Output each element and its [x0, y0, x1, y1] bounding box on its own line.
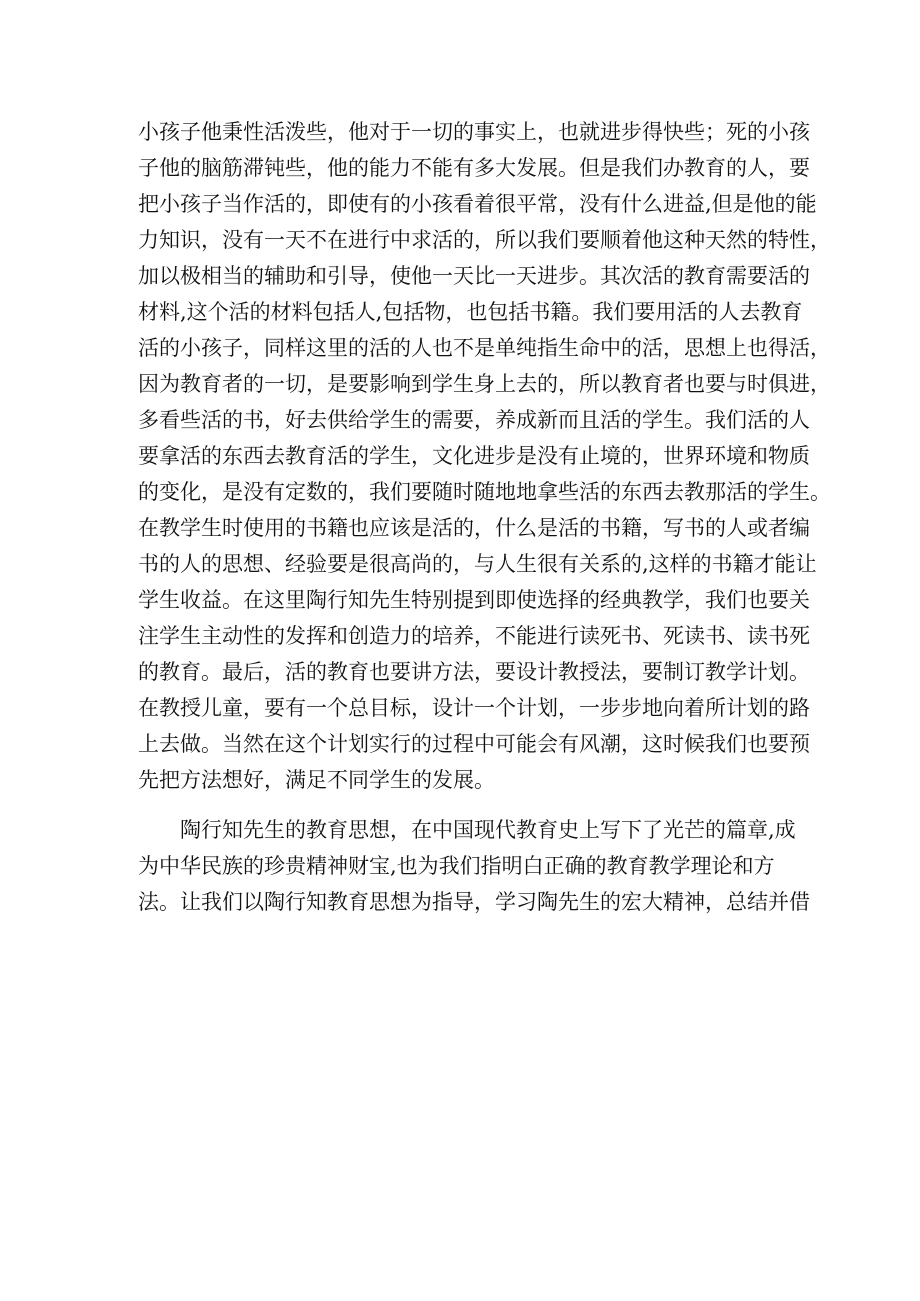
paragraph-2	[138, 816, 818, 924]
text-line: 书的人的思想、经验要是很高尚的，与人生很有关系的,这样的书籍才能让	[138, 552, 817, 576]
text-line: 因为教育者的一切，是要影响到学生身上去的，所以教育者也要与时俱进，	[138, 372, 831, 396]
text-line: 把小孩子当作活的，即使有的小孩看着很平常，没有什么进益,但是他的能	[138, 192, 817, 216]
text-line: 的教育。最后，活的教育也要讲方法，要设计教授法，要制订教学计划。	[138, 660, 810, 684]
text-line: 多看些活的书，好去供给学生的需要，养成新而且活的学生。我们活的人	[138, 408, 810, 432]
text-line: 在教学生时使用的书籍也应该是活的，什么是活的书籍，写书的人或者编	[138, 516, 810, 540]
text-line: 活的小孩子，同样这里的活的人也不是单纯指生命中的活，思想上也得活，	[138, 336, 831, 360]
text-line: 在教授儿童，要有一个总目标，设计一个计划，一步步地向着所计划的路	[138, 696, 810, 720]
text-line: 注学生主动性的发挥和创造力的培养，不能进行读死书、死读书、读书死	[138, 624, 810, 648]
text-line: 学生收益。在这里陶行知先生特别提到即使选择的经典教学，我们也要关	[138, 588, 810, 612]
text-line: 材料,这个活的材料包括人,包括物，也包括书籍。我们要用活的人去教育	[138, 300, 803, 324]
text-line: 为中华民族的珍贵精神财宝,也为我们指明白正确的教育教学理论和方	[138, 854, 775, 878]
document-body	[138, 118, 831, 924]
text-line: 要拿活的东西去教育活的学生，文化进步是没有止境的，世界环境和物质	[138, 444, 810, 468]
text-line: 陶行知先生的教育思想，在中国现代教育史上写下了光芒的篇章,成	[180, 818, 796, 842]
text-line: 小孩子他秉性活泼些，他对于一切的事实上，也就进步得快些；死的小孩	[138, 120, 810, 144]
text-line: 法。让我们以陶行知教育思想为指导，学习陶先生的宏大精神，总结并借	[138, 890, 810, 914]
text-line: 子他的脑筋滞钝些，他的能力不能有多大发展。但是我们办教育的人，要	[138, 156, 810, 180]
text-line: 的变化，是没有定数的，我们要随时随地地拿些活的东西去教那活的学生。	[138, 480, 831, 504]
text-line: 力知识，没有一天不在进行中求活的，所以我们要顺着他这种天然的特性，	[138, 228, 831, 252]
text-line: 上去做。当然在这个计划实行的过程中可能会有风潮，这时候我们也要预	[138, 732, 810, 756]
paragraph-gap	[138, 802, 818, 816]
text-line: 先把方法想好，满足不同学生的发展。	[138, 768, 495, 792]
paragraph-1	[138, 118, 831, 802]
text-line: 加以极相当的辅助和引导，使他一天比一天进步。其次活的教育需要活的	[138, 264, 810, 288]
